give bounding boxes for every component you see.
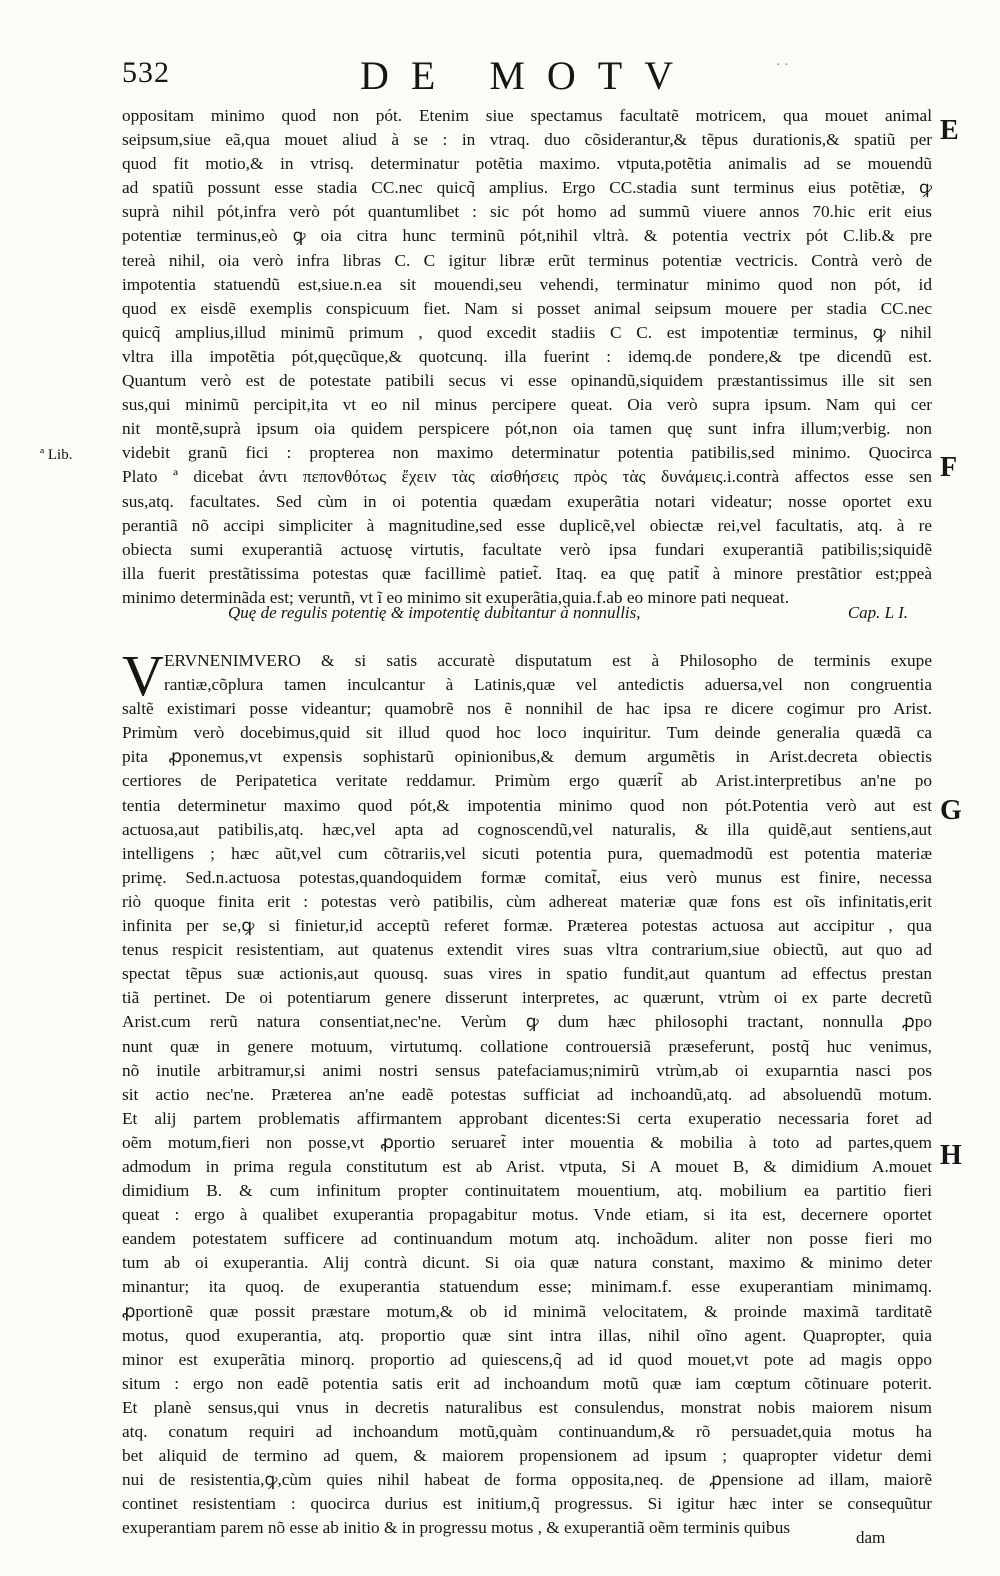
page-number: 532 [122,56,170,89]
text-line: potentiæ terminus,eò ꝙ oia citra hunc terminũ pót,nihil vltrà. & potentia vectrix pót C.lib.& pre [122,226,932,246]
text-line: sus,atq. facultates. Sed cùm in oi potentia quædam exuperãtia notari videatur; nosse oportet exu [122,491,932,511]
text-line: quod fit motio,& in vtrisq. determinatur potẽtia maximo. vtputa,potẽtia animalis ad se mouendũ [122,154,932,174]
text-line: tum ab oi exuperantia. Alij contrà dicunt. Si oia quæ natura constant, maximo & minimo deter [122,1253,932,1273]
text-line: rantiæ,cõplura tamen inculcantur à Latinis,quæ vel antedictis aduersa,vel non congruentia [164,675,932,695]
text-line: tentia determinetur maximo quod pót,& impotentia minimo quod non pót.Potentia verò aut est [122,795,932,815]
text-line: Plato ª dicebat ἀντι πεπονθότως ἔχειν τὰς αἰσθήσεις πρὸς τὰς δυνάμεις.i.contrà affectos esse sen [122,467,932,487]
margin-note: ª Lib. [40,447,73,463]
text-line: admodum in prima regula constitutum est ab Arist. vtputa, Si A mouet B, & dimidium A.mouet [122,1156,932,1176]
section-marker-f: F [940,452,958,483]
text-line: primę. Sed.n.actuosa potestas,quandoquidem formæ comitat̃, eius verò munus est finire, necessa [122,867,932,887]
text-line: atq. conatum requiri ad inchoandum motũ,quàm continuandum,& rõ persuadet,quia motus ha [122,1422,932,1441]
chapter-title: Quę de regulis potentię & impotentię dubitantur à nonnullis, [228,603,641,622]
text-line: minimo determinãda est; veruntñ, vt ĩ eo minimo sit exuperãtia,quia.f.ab eo minore pati nequeat. [122,587,790,607]
text-line: seipsum,siue eã,qua mouet aliud à se : in vtraq. duo cõsiderantur,& tẽpus durationis,& spatiũ per [122,130,932,150]
text-line: suprà nihil pót,infra verò pót quantumlibet : sic pót homo ad summũ viuere annos 70.hic erit eius [122,202,932,222]
text-line: motus, quod exuperantia, atq. proportio quæ sint intra illas, nihil oĩno agent. Quapropter, quia [122,1325,932,1345]
running-title: DE MOTV [360,53,696,98]
text-line: dimidium B. & cum infinitum propter continuitatem mouentium, atq. mobilium ea partitio fieri [122,1181,932,1201]
text-line: actuosa,aut patibilis,atq. hæc,vel apta ad cognoscendũ,vel naturalis, & illa quidẽ,aut sentiens,aut [122,819,932,839]
text-line: obiecta sumi exuperantiã actuosę virtutis, facultate verò ipsa fundari exuperantiã patibilis;siquidẽ [122,539,932,559]
chapter-number: Cap. L I. [847,603,908,622]
text-line: eandem potestatem sufficere ad continuandum motum atq. inchoãdum. aliter non posse fieri mo [122,1229,932,1249]
text-line: saltẽ existimari posse videantur; quamobrẽ nos ẽ nonnihil de hac ipsa re dicere cogimur pro Arist. [122,699,932,719]
text-line: continet resistentiam : quocirca durius est initium,q̃ progressus. Si igitur hæc inter se consequũtur [122,1494,932,1514]
text-line: Quantum verò est de potestate patibili secus vi esse opinandũ,siquidem præstantissimus ille sit sen [122,371,932,391]
text-line: oppositam minimo quod non pót. Etenim siue spectamus facultatẽ motricem, qua mouet animal [122,106,932,125]
text-line: oẽm motum,fieri non posse,vt ꝓportio seruaret̃ inter mouentia & mobilia à toto ad partes,quem [122,1132,932,1152]
text-line: Arist.cum rerũ natura consentiat,nec'ne. Verùm ꝙ dum hæc philosophi tractant, nonnulla ꝓpo [122,1012,932,1032]
text-line: ꝓportionẽ quæ possit præstare motum,& ob id minimã velocitatem, & proinde maximã tarditatẽ [122,1301,932,1321]
text-line: tereà nihil, oia verò infra libras C. C igitur libræ erũt terminus potentiæ vectricis. Contrà verò de [122,250,932,270]
text-line: bet aliquid de termino ad quem, & maiorem propensionem ad ipsum ; quapropter videtur demi [122,1446,932,1466]
text-line: intelligens ; hæc aũt,vel cum cõtrariis,vel sicuti potentia pura, quemadmodũ est potentia materiæ [122,843,932,863]
drop-capital: V [122,643,164,708]
text-line: minor est exuperãtia minorq. proportio ad quiescens,q̃ ad id quod mouet,vt pote ad magis oppo [122,1349,932,1369]
text-line: tenus respicit resistentiam, aut quatenus extendit vires suas vltra contrarium,siue obiectũ, aut quo ad [122,940,932,960]
catchword: dam [856,1528,886,1547]
text-line: illa fuerit prestãtissima potestas quæ facillimè patiet̃. Itaq. ea quę patit̃ à minore prestãtior est;ppeà [122,563,932,583]
text-line: nui de resistentia,ꝙ,cùm quies nihil habeat de forma opposita,neq. de ꝓpensione ad illam, maiorẽ [122,1470,932,1490]
text-line: Et planè sensus,qui vnus in decretis naturalibus est consulendus, monstrat nobis maiorem nisum [122,1397,932,1417]
text-line: ad spatiũ possunt esse stadia CC.nec quicq̃ amplius. Ergo CC.stadia sunt terminus eius potẽtiæ, ꝙ [122,178,932,198]
text-line: vltra illa impotẽtia pót,quęcũque,& quotcunq. illa fuerint : idemq.de pondere,& tpe dicendũ est. [122,346,932,366]
text-line: sit actio nec'ne. Præterea an'ne eadẽ potestas sufficiat ad inchoandũ,atq. ad absoluendũ motum. [122,1084,932,1104]
text-line: certiores de Peripatetica veritate reddamur. Primùm ergo quærit̃ ab Arist.interpretibus an'ne po [122,771,932,791]
body-text-chapter [122,643,932,1540]
text-line: exuperantiam parem nõ esse ab initio & in progressu motus , & exuperantiã oẽm terminis quibus [122,1518,791,1538]
library-stamp: · · [776,58,789,73]
text-line: Primùm verò docebimus,quid sit illud quod hoc loco inquiritur. Tum deinde generalia quædã ca [122,723,932,743]
section-marker-h: H [940,1140,962,1171]
text-line: minantur; ita quoq. de exuperantia statuendum esse; minimam.f. esse exuperantiam minimamq. [122,1277,932,1297]
text-line: spectat tẽpus suæ actionis,aut quousq. suas vires in spatio fundit,aut quantum ad effectus prestan [122,964,932,984]
text-line: situm : ergo non eadẽ potentia satis erit ad inchoandum motũ quæ iam cœptum cõtinuare poterit. [122,1373,932,1393]
chapter-heading [228,603,908,623]
text-line: nõ inutile arbitramur,si animi nostri sensus patefaciamus;nimirũ vtrùm,ab oi exuparntia nasci pos [122,1060,932,1080]
text-line: videbit granũ fici : propterea non maximo determinatur potentia patibilis,sed minimo. Quocirca [122,443,932,463]
text-line: perantiã nõ accipi simpliciter à magnitudine,sed esse duplicẽ,vel obiectæ rei,vel facultatis, atq. à re [122,515,932,535]
text-line: pita ꝓponemus,vt expensis sophistarũ opinionibus,& demum argumẽtis in Arist.decreta obiectis [122,747,932,767]
text-line: sus,qui minimũ percipit,ita vt eo nil minus percipere queat. Oia verò supra ipsum. Nam qui cer [122,395,932,415]
text-line: infinita per se,ꝙ si finietur,id acceptũ referet formæ. Præterea potestas actuosa aut accipitur , qua [122,916,932,936]
text-line: riò quoque finita erit : potestas verò patibilis, cùm adhereat materiæ quæ fons est oĩs infinitatis,erit [122,891,932,911]
text-line: quod ex eisdẽ exemplis conspicuum fiet. Nam si posset animal seipsum mouere per stadia CC.nec [122,298,932,318]
text-line: Et alij partem problematis affirmantem approbant dicentes:Si certa exuperatio necessaria foret ad [122,1108,932,1128]
text-line: tiã pertinet. De oi potentiarum genere disserunt interpretes, ac quærunt, vtrùm oi ex parte decretũ [122,988,932,1008]
text-line: queat : ergo à qualibet exuperantia propagabitur motus. Vnde etiam, si ita est, decernere oportet [122,1205,932,1225]
text-line: quicq̃ amplius,illud minimũ primum , quod excedit stadiis C C. est impotentiæ terminus, ꝙ nihil [122,322,932,342]
section-marker-e: E [940,115,959,146]
text-line: impotentia statuendũ est,siue.n.ea sit mouendi,seu vehendi, terminatur minimo quod non pót, id [122,274,932,294]
text-line: nit montẽ,suprà ipsum oia quidem perspicere pót,non oia tamen quę sunt infra illum;verbig. non [122,419,932,439]
text-line: ERVNENIMVERO & si satis accuratè disputatum est à Philosopho de terminis exupe [164,651,932,670]
text-line: nunt quæ in genere motuum, virtutumq. collatione controuersiã præseferunt, postq̃ huc venimus, [122,1036,932,1056]
section-marker-g: G [940,795,962,826]
body-text-top [122,104,932,610]
